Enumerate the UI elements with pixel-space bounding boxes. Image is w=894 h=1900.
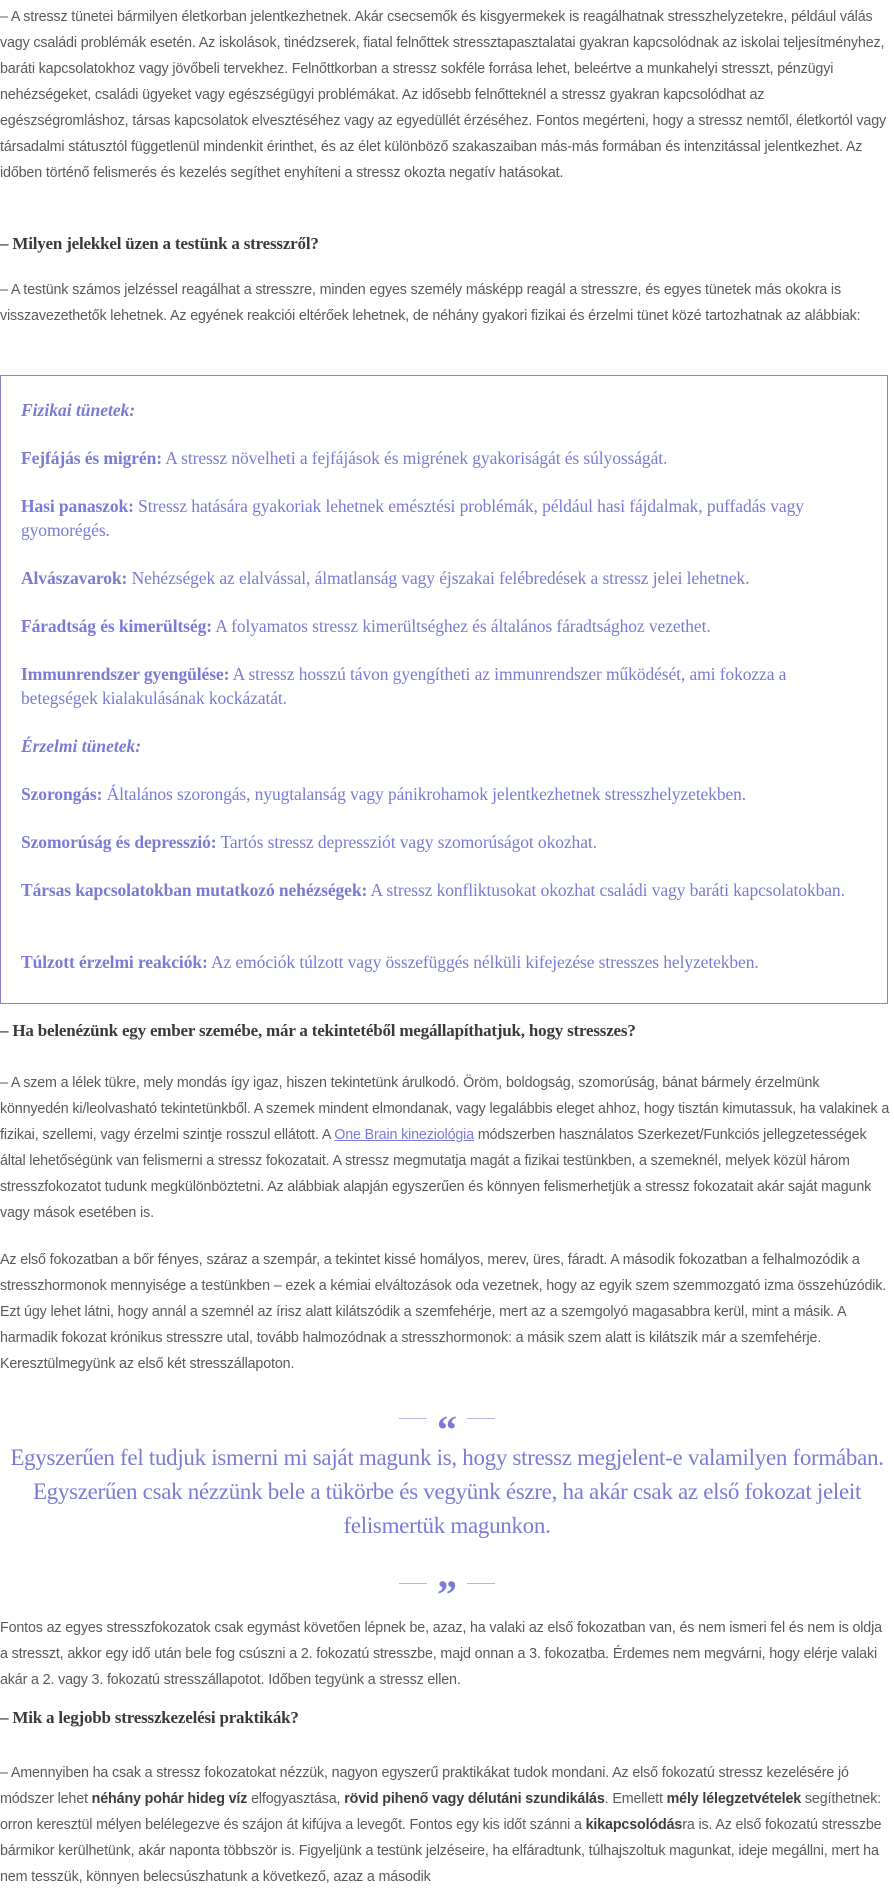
divider-line	[467, 1418, 495, 1419]
practices-text: ra is. Az első fokozatú stresszbe bármikor kerülhetünk, akár naponta többször is. Figyeljünk a testünk jelzéseire, ha elfáradtunk, túlhajszoltuk magunkat, ideje megállni, mert ha nem tesszük, könnyen belecsúszhatunk a következő, azaz a második	[0, 1817, 882, 1885]
body-signals-paragraph: – A testünk számos jelzéssel reagálhat a stresszre, minden egyes személy másképp reagál a stresszre, és egyes tünetek más okokra is visszavezethetők lehetnek. Az egyének reakciói eltérőek lehetnek, de néhány gyakori fizikai és érzelmi tünet közé tartozhatnak az alábbiak:	[0, 282, 861, 324]
symptom-description: Stressz hatására gyakoriak lehetnek emésztési problémák, például hasi fájdalmak, puffadás vagy gyomorégés.	[21, 496, 804, 540]
symptom-item	[21, 878, 866, 902]
symptom-term: Immunrendszer gyengülése:	[21, 664, 230, 684]
open-quote-icon: “	[437, 1407, 457, 1433]
section-heading-body-signals: – Milyen jelekkel üzen a testünk a stresszről?	[0, 234, 319, 253]
symptom-item	[21, 950, 866, 974]
practices-highlight: rövid pihenő vagy délutáni szundikálás	[344, 1791, 605, 1807]
symptom-description: A stressz hosszú távon gyengítheti az immunrendszer működését, ami fokozza a betegségek kialakulásának kockázatát.	[21, 664, 787, 708]
symptom-term: Szorongás:	[21, 784, 103, 804]
stress-stages-paragraph: Az első fokozatban a bőr fényes, száraz a szempár, a tekintet kissé homályos, merev, üres, fáradt. A második fokozatban a felhalmozódik a stresszhormonok mennyisége a testünkben – ezek a kémiai elváltozások oda vezetnek, hogy az egyik szem szemmozgató izma összehúzódik. Ezt úgy lehet látni, hogy annál a szemnél az írisz alatt kilátszódik a szemfehérje, mert az a szemgolyó magasabbra kerül, mint a másik. A harmadik fokozat krónikus stresszre utal, tovább halmozódnak a stresszhormonok: a másik szem alatt is kilátszik már a szemfehérje. Keresztülmegyünk az első két stresszállapoton.	[0, 1252, 887, 1372]
symptom-item	[21, 614, 866, 638]
symptom-description: Általános szorongás, nyugtalanság vagy pánikrohamok jelentkezhetnek stresszhelyzetekben.	[102, 784, 747, 804]
one-brain-kineziologia-link[interactable]: One Brain kineziológia	[334, 1127, 475, 1143]
physical-symptoms-heading: Fizikai tünetek:	[21, 400, 136, 420]
section-heading-practices: – Mik a legjobb stresszkezelési praktikák?	[0, 1708, 299, 1727]
practices-highlight: kikapcsolódás	[585, 1817, 683, 1833]
symptom-term: Hasi panaszok:	[21, 496, 134, 516]
symptom-item	[21, 494, 866, 542]
symptom-item	[21, 446, 866, 470]
section-heading-eyes: – Ha belenézünk egy ember szemébe, már a tekintetéből megállapíthatjuk, hogy stresszes?	[0, 1021, 636, 1040]
practices-text: elfogyasztása,	[247, 1791, 345, 1807]
symptom-term: Fejfájás és migrén:	[21, 448, 162, 468]
eyes-paragraph	[0, 1070, 890, 1226]
symptom-description: A stressz növelheti a fejfájások és migrének gyakoriságát és súlyosságát.	[161, 448, 668, 468]
symptom-item	[21, 566, 866, 590]
practices-highlight: mély lélegzetvételek	[666, 1791, 802, 1807]
symptom-item	[21, 662, 866, 710]
intro-paragraph: – A stressz tünetei bármilyen életkorban jelentkezhetnek. Akár csecsemők és kisgyermekek is reagálhatnak stresszhelyzetekre, például válás vagy családi problémák esetén. Az iskolások, tinédzserek, fiatal felnőttek stressztapasztalatai gyakran kapcsolódnak az iskolai teljesítményhez, baráti kapcsolatokhoz vagy jövőbeli tervekhez. Felnőttkorban a stressz sokféle forrása lehet, beleértve a munkahelyi stresszt, pénzügyi nehézségeket, családi ügyeket vagy egészségügyi problémákat. Az idősebb felnőtteknél a stressz gyakran kapcsolódhat az egészségromláshoz, társas kapcsolatok elvesztéséhez vagy az egyedüllét érzéséhez. Fontos megérteni, hogy a stressz nemtől, életkortól vagy társadalmi státusztól függetlenül mindenkit érinthet, és az élet különböző szakaszaiban más-más formában és intenzitással jelentkezhet. Az időben történő felismerés és kezelés segíthet enyhíteni a stressz okozta negatív hatásokat.	[0, 9, 887, 181]
pull-quote-close	[0, 1568, 894, 1598]
symptom-description: Tartós stressz depressziót vagy szomorúságot okozhat.	[216, 832, 597, 852]
practices-text: . Emellett	[604, 1791, 667, 1807]
symptom-description: A folyamatos stressz kimerültséghez és általános fáradtsághoz vezethet.	[211, 616, 711, 636]
practices-highlight: néhány pohár hideg víz	[91, 1791, 248, 1807]
divider-line	[399, 1418, 427, 1419]
emotional-symptoms-heading: Érzelmi tünetek:	[21, 736, 142, 756]
practices-text: – Amennyiben ha csak a stressz fokozatokat nézzük, nagyon egyszerű praktikákat tudok mondani. Az első fokozatú stressz kezelésére jó módszer lehet	[0, 1765, 849, 1807]
divider-line	[399, 1583, 427, 1584]
symptom-term: Társas kapcsolatokban mutatkozó nehézségek:	[21, 880, 368, 900]
pull-quote-text: Egyszerűen fel tudjuk ismerni mi saját magunk is, hogy stressz megjelent-e valamilyen formában. Egyszerűen csak nézzünk bele a tükörbe és vegyünk észre, ha akár csak az első fokozat jeleit felismertük magunkon.	[10, 1445, 884, 1538]
symptom-term: Fáradtság és kimerültség:	[21, 616, 212, 636]
pull-quote-open	[0, 1403, 894, 1433]
symptom-description: Az emóciók túlzott vagy összefüggés nélküli kifejezése stresszes helyzetekben.	[207, 952, 759, 972]
stage-progression-paragraph: Fontos az egyes stresszfokozatok csak egymást követően lépnek be, azaz, ha valaki az első fokozatban van, és nem ismeri fel és nem is oldja a stresszt, akkor egy idő után bele fog csúszni a 2. fokozatú stresszbe, majd onnan a 3. fokozatba. Érdemes nem megvárni, hogy elérje valaki akár a 2. vagy 3. fokozatú stresszállapotot. Időben tegyünk a stressz ellen.	[0, 1620, 882, 1688]
symptom-item	[21, 830, 866, 854]
symptom-description: A stressz konfliktusokat okozhat családi vagy baráti kapcsolatokban.	[367, 880, 845, 900]
practices-text: segíthetnek: orron keresztül mélyen belélegezve és szájon át kifújva a levegőt. Fontos egy kis időt szánni a	[0, 1791, 882, 1833]
eyes-paragraph-text: módszerben használatos Szerkezet/Funkciós jellegzetességek által lehetőségünk van felismerni a stressz fokozatait. A stressz megmutatja magát a fizikai testünkben, a szemeknél, melyek közül három stresszfokozatot tudunk megkülönböztetni. Az alábbiak alapján egyszerűen és könnyen felismerhetjük a stressz fokozatait akár saját magunk vagy mások esetében is.	[0, 1127, 872, 1221]
symptom-term: Túlzott érzelmi reakciók:	[21, 952, 208, 972]
practices-paragraph	[0, 1760, 890, 1890]
symptoms-box	[0, 375, 888, 1004]
symptom-description: Nehézségek az elalvással, álmatlanság vagy éjszakai felébredések a stressz jelei lehetnek.	[127, 568, 750, 588]
symptom-term: Szomorúság és depresszió:	[21, 832, 217, 852]
symptom-term: Alvászavarok:	[21, 568, 128, 588]
symptom-item	[21, 782, 866, 806]
divider-line	[467, 1583, 495, 1584]
eyes-paragraph-text: – A szem a lélek tükre, mely mondás így igaz, hiszen tekintetünk árulkodó. Öröm, boldogság, szomorúság, bánat bármely érzelmünk könnyedén ki/leolvasható tekintetünkből. A szemek mindent elmondanak, vagy legalábbis eleget ahhoz, hogy tisztán kimutassuk, ha valakinek a fizikai, szellemi, vagy érzelmi szintje rosszul ellátott. A	[0, 1075, 890, 1143]
close-quote-icon: ”	[437, 1572, 457, 1598]
